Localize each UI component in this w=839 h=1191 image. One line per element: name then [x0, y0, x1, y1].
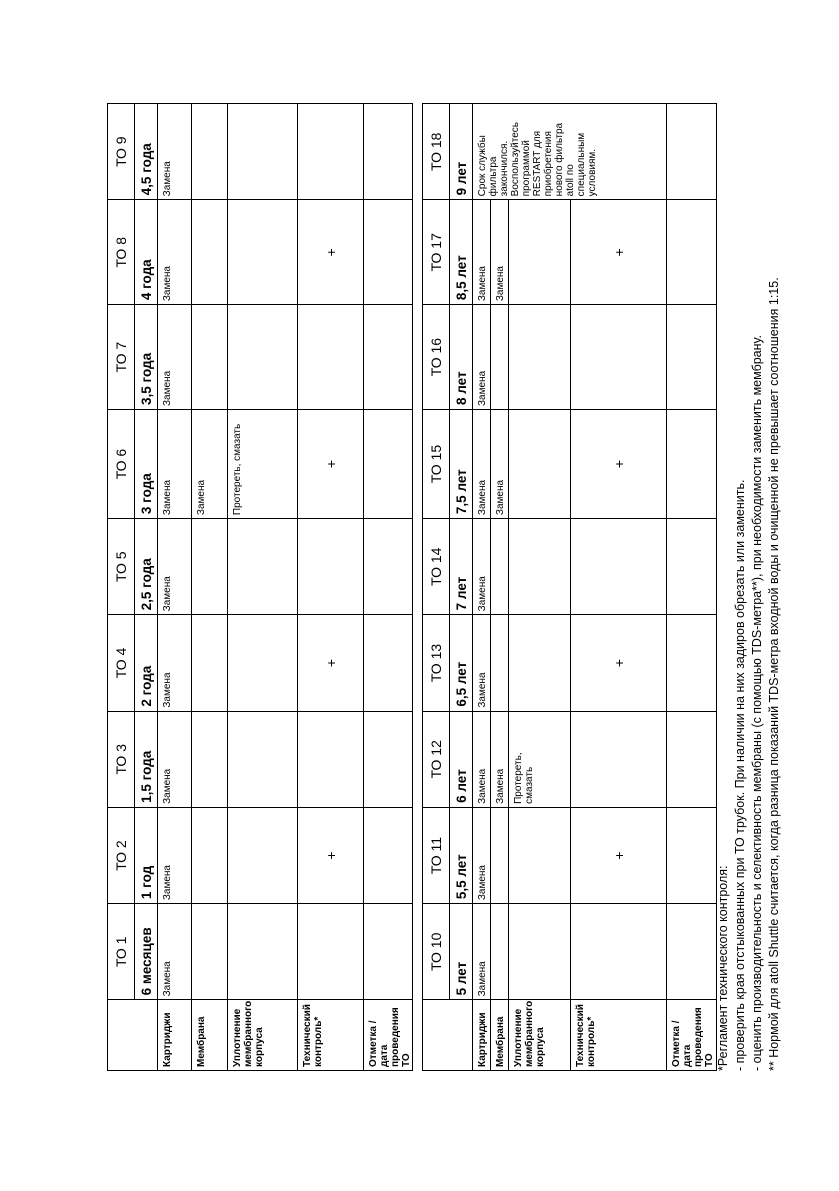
cell [192, 904, 228, 1000]
cell: + [571, 409, 667, 518]
cell [298, 904, 364, 1000]
date-cell[interactable] [364, 104, 413, 200]
header-row-to [423, 104, 450, 1071]
cell: + [298, 807, 364, 903]
cell [228, 615, 298, 711]
row-control [571, 104, 667, 1071]
cell [192, 305, 228, 410]
header-row-period [450, 104, 473, 1071]
date-cell[interactable] [364, 519, 413, 615]
to-label: ТО 3 [108, 711, 135, 807]
period-label: 8,5 лет [450, 200, 473, 305]
row-mark [667, 104, 717, 1071]
row-label-control: Технический контроль* [298, 1000, 364, 1071]
cell [491, 305, 509, 410]
date-cell[interactable] [667, 519, 717, 615]
cell: Протереть, смазать [509, 711, 571, 807]
cell: Замена [158, 305, 192, 410]
row-label-membrane: Мембрана [192, 1000, 228, 1071]
to-label: ТО 12 [423, 711, 450, 807]
cell: Замена [473, 711, 491, 807]
cell [571, 904, 667, 1000]
cell: Замена [158, 409, 192, 518]
footnote-line: ** Нормой для atoll Shuttle считается, когда разница показаний TDS-метра входной воды и очищенной не превышает соотношения 1:15. [767, 277, 781, 1071]
corner-cell [108, 1000, 158, 1071]
row-label-cartridges: Картриджи [158, 1000, 192, 1071]
period-label: 4 года [135, 200, 158, 305]
date-cell[interactable] [667, 615, 717, 711]
period-label: 6,5 лет [450, 615, 473, 711]
date-cell[interactable] [364, 409, 413, 518]
row-cartridges [158, 104, 192, 1071]
date-cell[interactable] [667, 904, 717, 1000]
corner-cell [423, 1000, 473, 1071]
cell: Замена [473, 200, 491, 305]
cell: Замена [192, 409, 228, 518]
cell: + [571, 200, 667, 305]
cell [192, 711, 228, 807]
row-membrane [491, 104, 509, 1071]
date-cell[interactable] [364, 807, 413, 903]
row-label-cartridges: Картриджи [473, 1000, 491, 1071]
date-cell[interactable] [667, 104, 717, 200]
footnote-line: *Регламент технического контроля: [716, 865, 730, 1071]
period-label: 1,5 года [135, 711, 158, 807]
cell: Замена [473, 519, 491, 615]
cell [509, 200, 571, 305]
to-label: ТО 5 [108, 519, 135, 615]
row-mark [364, 104, 413, 1071]
cell [491, 615, 509, 711]
row-label-seal: Уплотнение мембранного корпуса [509, 1000, 571, 1071]
header-row-period [135, 104, 158, 1071]
cell [298, 711, 364, 807]
to-label: ТО 2 [108, 807, 135, 903]
date-cell[interactable] [667, 409, 717, 518]
to-label: ТО 17 [423, 200, 450, 305]
row-label-control: Технический контроль* [571, 1000, 667, 1071]
date-cell[interactable] [364, 615, 413, 711]
cell [509, 807, 571, 903]
cell [192, 807, 228, 903]
cell: + [571, 807, 667, 903]
period-label: 6 месяцев [135, 904, 158, 1000]
cell [509, 615, 571, 711]
cell: Замена [473, 807, 491, 903]
cell [298, 305, 364, 410]
row-seal [228, 104, 298, 1071]
to-label: ТО 1 [108, 904, 135, 1000]
date-cell[interactable] [667, 200, 717, 305]
header-row-to [108, 104, 135, 1071]
cell: + [298, 200, 364, 305]
to-label: ТО 13 [423, 615, 450, 711]
cell: + [298, 615, 364, 711]
cell [228, 807, 298, 903]
maintenance-table-1 [107, 103, 413, 1071]
cell: Замена [158, 904, 192, 1000]
cell: Замена [158, 104, 192, 200]
to-label: ТО 18 [423, 104, 450, 200]
to-label: ТО 9 [108, 104, 135, 200]
cell [228, 200, 298, 305]
cell: + [571, 615, 667, 711]
cell: Замена [491, 200, 509, 305]
cell [491, 904, 509, 1000]
to-label: ТО 7 [108, 305, 135, 410]
footnote-line: - оценить производительность и селективность мембраны (с помощью TDS-метра**), при необходимости заменить мембрану. [750, 334, 764, 1071]
cell [192, 104, 228, 200]
cell [571, 711, 667, 807]
cell: Замена [491, 711, 509, 807]
date-cell[interactable] [364, 305, 413, 410]
period-label: 6 лет [450, 711, 473, 807]
cell [571, 519, 667, 615]
cell [509, 305, 571, 410]
cell: Замена [473, 904, 491, 1000]
end-of-service-note: Срок службы фильтра закончился. Воспользуйтесь программой RESTART для приобретения нового фильтра atoll по специальным условиям. [473, 104, 667, 200]
to-label: ТО 4 [108, 615, 135, 711]
cell [228, 305, 298, 410]
row-label-seal: Уплотнение мембранного корпуса [228, 1000, 298, 1071]
cell: Замена [158, 711, 192, 807]
period-label: 7 лет [450, 519, 473, 615]
cell [509, 409, 571, 518]
period-label: 3,5 года [135, 305, 158, 410]
to-label: ТО 6 [108, 409, 135, 518]
to-label: ТО 16 [423, 305, 450, 410]
cell: Замена [473, 305, 491, 410]
date-cell[interactable] [667, 807, 717, 903]
cell: Замена [158, 519, 192, 615]
period-label: 7,5 лет [450, 409, 473, 518]
date-cell[interactable] [364, 711, 413, 807]
period-label: 5,5 лет [450, 807, 473, 903]
to-label: ТО 14 [423, 519, 450, 615]
to-label: ТО 10 [423, 904, 450, 1000]
period-label: 2 года [135, 615, 158, 711]
to-label: ТО 11 [423, 807, 450, 903]
footnotes [715, 277, 783, 1071]
cell: Замена [491, 409, 509, 518]
cell [509, 904, 571, 1000]
row-control [298, 104, 364, 1071]
cell: Замена [473, 615, 491, 711]
row-membrane [192, 104, 228, 1071]
cell [228, 904, 298, 1000]
period-label: 4,5 года [135, 104, 158, 200]
row-label-mark: Отметка / дата проведения ТО [667, 1000, 717, 1071]
period-label: 2,5 года [135, 519, 158, 615]
cell: Замена [158, 200, 192, 305]
cell [298, 104, 364, 200]
cell [192, 200, 228, 305]
maintenance-table-2 [422, 103, 717, 1071]
cell [491, 807, 509, 903]
cell [491, 519, 509, 615]
cell [228, 711, 298, 807]
period-label: 3 года [135, 409, 158, 518]
cell [509, 519, 571, 615]
cell [228, 519, 298, 615]
row-label-membrane: Мембрана [491, 1000, 509, 1071]
cell [192, 519, 228, 615]
row-label-mark: Отметка / дата проведения ТО [364, 1000, 413, 1071]
footnote-line: - проверить края отстыкованных при ТО трубок. При наличии на них задиров обрезать или заменить. [733, 479, 747, 1071]
cell [228, 104, 298, 200]
period-label: 5 лет [450, 904, 473, 1000]
period-label: 1 год [135, 807, 158, 903]
cell: Замена [158, 615, 192, 711]
cell: Замена [158, 807, 192, 903]
period-label: 8 лет [450, 305, 473, 410]
cell: + [298, 409, 364, 518]
date-cell[interactable] [364, 200, 413, 305]
date-cell[interactable] [364, 904, 413, 1000]
to-label: ТО 8 [108, 200, 135, 305]
row-cartridges [473, 104, 491, 1071]
cell: Замена [473, 409, 491, 518]
cell [298, 519, 364, 615]
row-seal [509, 104, 571, 1071]
to-label: ТО 15 [423, 409, 450, 518]
cell [571, 305, 667, 410]
cell [192, 615, 228, 711]
period-label: 9 лет [450, 104, 473, 200]
cell: Протереть, смазать [228, 409, 298, 518]
date-cell[interactable] [667, 305, 717, 410]
date-cell[interactable] [667, 711, 717, 807]
